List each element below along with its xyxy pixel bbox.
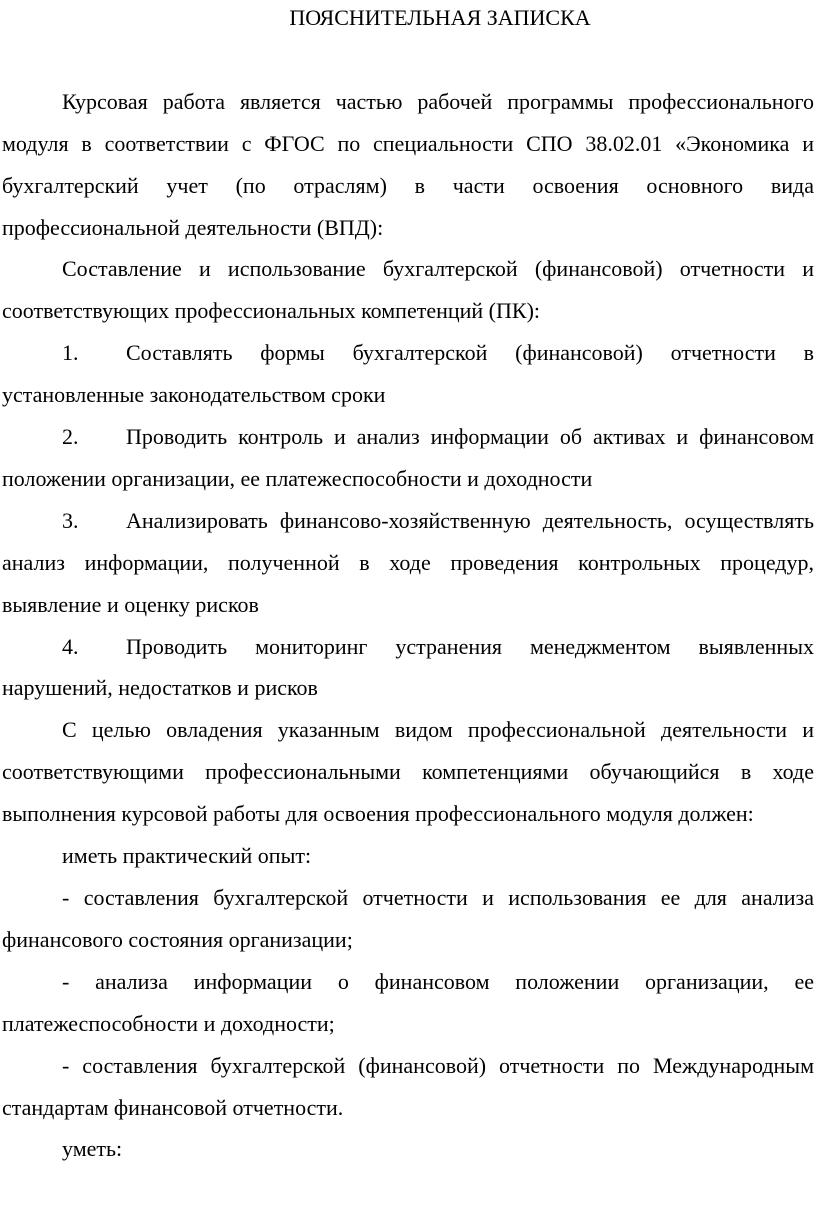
competency-item <box>2 500 814 626</box>
competency-text: Анализировать финансово-хозяйственную деятельность, осуществлять анализ информации, полученной в ходе проведения контрольных процедур, выявление и оценку рисков <box>2 507 814 617</box>
document-title: ПОЯСНИТЕЛЬНАЯ ЗАПИСКА <box>289 5 591 30</box>
competency-text: Проводить контроль и анализ информации об активах и финансовом положении организации, ее платежеспособности и доходности <box>2 424 814 491</box>
competency-text: Составлять формы бухгалтерской (финансовой) отчетности в установленные законодательством сроки <box>2 340 814 408</box>
competency-item <box>2 416 814 500</box>
competency-number: 3. <box>62 507 79 533</box>
competency-item <box>2 626 814 710</box>
competency-number: 1. <box>62 340 79 366</box>
experience-item: - составления бухгалтерской отчетности и использования ее для анализа финансового состояния организации; <box>2 885 814 952</box>
blank-line <box>2 39 814 81</box>
experience-item: - анализа информации о финансовом положении организации, ее платежеспособности и доходности; <box>2 968 814 1036</box>
document-page <box>2 0 814 1170</box>
skills-heading: уметь: <box>62 1136 123 1162</box>
competency-text: Проводить мониторинг устранения менеджментом выявленных нарушений, недостатков и рисков <box>2 633 814 701</box>
experience-heading: иметь практический опыт: <box>62 843 312 869</box>
goal-paragraph: С целью овладения указанным видом профессиональной деятельности и соответствующими профессиональными компетенциями обучающийся в ходе выполнения курсовой работы для освоения профессионального модуля должен: <box>2 717 814 827</box>
competency-number: 4. <box>62 633 79 659</box>
competency-number: 2. <box>62 424 79 450</box>
vpd-paragraph: Составление и использование бухгалтерской (финансовой) отчетности и соответствующих профессиональных компетенций (ПК): <box>2 256 814 324</box>
intro-paragraph: Курсовая работа является частью рабочей программы профессионального модуля в соответствии с ФГОС по специальности СПО 38.02.01 «Экономика и бухгалтерский учет (по отраслям) в части освоения основного вида профессиональной деятельности (ВПД): <box>2 88 814 240</box>
competency-list <box>2 332 814 709</box>
competency-item <box>2 332 814 416</box>
experience-item: - составления бухгалтерской (финансовой) отчетности по Международным стандартам финансовой отчетности. <box>2 1052 814 1120</box>
